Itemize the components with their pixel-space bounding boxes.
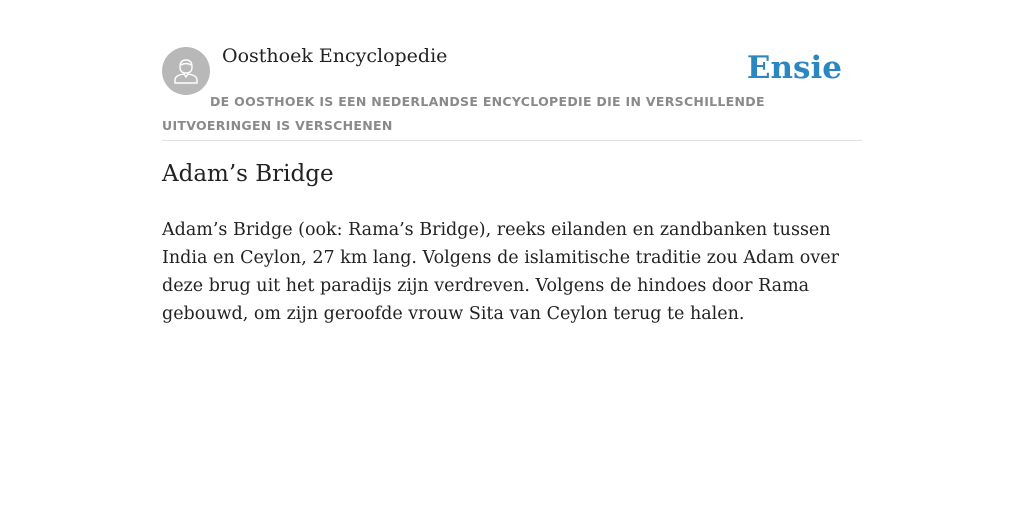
article-body: Adam’s Bridge (ook: Rama’s Bridge), reeks eilanden en zandbanken tussen India en Ceylon, 27 km lang. Volgens de islamitische traditie zou Adam over deze brug uit het paradijs zijn verdreven. Volgens de hindoes door Rama gebouwd, om zijn geroofde vrouw Sita van Ceylon terug te halen. — [162, 220, 839, 324]
avatar[interactable] — [162, 47, 210, 95]
user-icon — [172, 57, 200, 85]
source-title[interactable]: Oosthoek Encyclopedie — [222, 45, 448, 67]
page — [162, 0, 862, 324]
source-description: DE OOSTHOEK IS EEN NEDERLANDSE ENCYCLOPEDIE DIE IN VERSCHILLENDE UITVOERINGEN IS VERSCHENEN — [162, 94, 765, 133]
page-title: Adam’s Bridge — [162, 161, 334, 187]
header — [162, 0, 862, 141]
brand-logo[interactable]: Ensie — [746, 50, 842, 86]
